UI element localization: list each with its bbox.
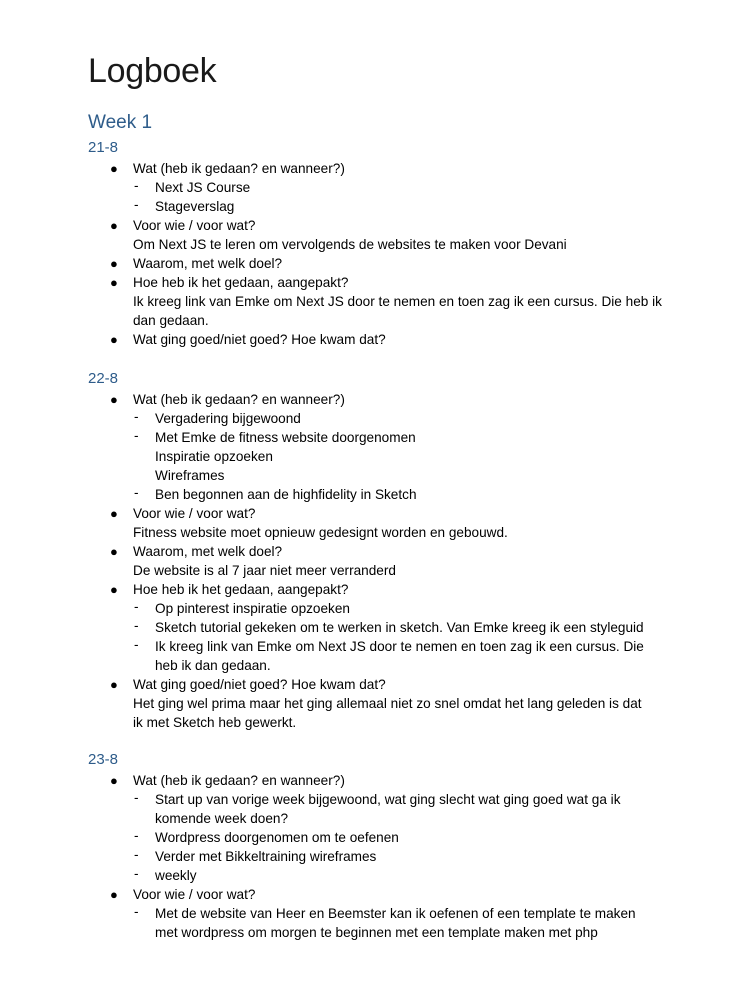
question-result: Wat ging goed/niet goed? Hoe kwam dat? <box>133 677 386 692</box>
date-heading: 21-8 <box>88 139 119 156</box>
list-item: Met Emke de fitness website doorgenomen <box>155 430 416 445</box>
dash-icon: - <box>134 197 139 212</box>
list-item: Met de website van Heer en Beemster kan ik oefenen of een template te maken <box>155 906 636 921</box>
list-item: weekly <box>155 868 197 883</box>
list-item: Ik kreeg link van Emke om Next JS door te nemen en toen zag ik een cursus. Die <box>155 639 644 654</box>
question-for-whom: Voor wie / voor wat? <box>133 506 256 521</box>
answer-text: De website is al 7 jaar niet meer verranderd <box>133 563 396 578</box>
dash-icon: - <box>134 790 139 805</box>
bullet-icon: ● <box>110 544 118 559</box>
date-heading: 22-8 <box>88 370 119 387</box>
question-how: Hoe heb ik het gedaan, aangepakt? <box>133 275 349 290</box>
question-result: Wat ging goed/niet goed? Hoe kwam dat? <box>133 332 386 347</box>
bullet-icon: ● <box>110 506 118 521</box>
dash-icon: - <box>134 618 139 633</box>
dash-icon: - <box>134 637 139 652</box>
bullet-icon: ● <box>110 256 118 271</box>
answer-text: dan gedaan. <box>133 313 209 328</box>
dash-icon: - <box>134 866 139 881</box>
answer-text: Om Next JS te leren om vervolgends de websites te maken voor Devani <box>133 237 567 252</box>
list-item: heb ik dan gedaan. <box>155 658 271 673</box>
dash-icon: - <box>134 847 139 862</box>
dash-icon: - <box>134 904 139 919</box>
question-for-whom: Voor wie / voor wat? <box>133 887 256 902</box>
question-why: Waarom, met welk doel? <box>133 256 283 271</box>
question-what: Wat (heb ik gedaan? en wanneer?) <box>133 392 345 407</box>
list-item: Ben begonnen aan de highfidelity in Sketch <box>155 487 417 502</box>
list-item: Wireframes <box>155 468 225 483</box>
bullet-icon: ● <box>110 582 118 597</box>
dash-icon: - <box>134 599 139 614</box>
list-item: met wordpress om morgen te beginnen met een template maken met php <box>155 925 598 940</box>
bullet-icon: ● <box>110 887 118 902</box>
bullet-icon: ● <box>110 161 118 176</box>
list-item: Sketch tutorial gekeken om te werken in sketch. Van Emke kreeg ik een styleguid <box>155 620 644 635</box>
list-item: Next JS Course <box>155 180 251 195</box>
list-item: Wordpress doorgenomen om te oefenen <box>155 830 399 845</box>
list-item: Verder met Bikkeltraining wireframes <box>155 849 377 864</box>
question-why: Waarom, met welk doel? <box>133 544 283 559</box>
question-for-whom: Voor wie / voor wat? <box>133 218 256 233</box>
answer-text: Het ging wel prima maar het ging allemaal niet zo snel omdat het lang geleden is dat <box>133 696 642 711</box>
bullet-icon: ● <box>110 218 118 233</box>
list-item: Op pinterest inspiratie opzoeken <box>155 601 350 616</box>
answer-text: Ik kreeg link van Emke om Next JS door te nemen en toen zag ik een cursus. Die heb ik <box>133 294 662 309</box>
list-item: Inspiratie opzoeken <box>155 449 273 464</box>
document-title: Logboek <box>88 52 217 90</box>
question-what: Wat (heb ik gedaan? en wanneer?) <box>133 773 345 788</box>
dash-icon: - <box>134 409 139 424</box>
question-how: Hoe heb ik het gedaan, aangepakt? <box>133 582 349 597</box>
answer-text: Fitness website moet opnieuw gedesignt worden en gebouwd. <box>133 525 508 540</box>
bullet-icon: ● <box>110 332 118 347</box>
bullet-icon: ● <box>110 275 118 290</box>
list-item: komende week doen? <box>155 811 289 826</box>
list-item: Vergadering bijgewoond <box>155 411 301 426</box>
question-what: Wat (heb ik gedaan? en wanneer?) <box>133 161 345 176</box>
list-item: Stageverslag <box>155 199 235 214</box>
answer-text: ik met Sketch heb gewerkt. <box>133 715 297 730</box>
bullet-icon: ● <box>110 392 118 407</box>
bullet-icon: ● <box>110 773 118 788</box>
dash-icon: - <box>134 828 139 843</box>
date-heading: 23-8 <box>88 751 119 768</box>
dash-icon: - <box>134 428 139 443</box>
dash-icon: - <box>134 178 139 193</box>
list-item: Start up van vorige week bijgewoond, wat ging slecht wat ging goed wat ga ik <box>155 792 621 807</box>
week-heading: Week 1 <box>88 112 153 133</box>
bullet-icon: ● <box>110 677 118 692</box>
dash-icon: - <box>134 485 139 500</box>
